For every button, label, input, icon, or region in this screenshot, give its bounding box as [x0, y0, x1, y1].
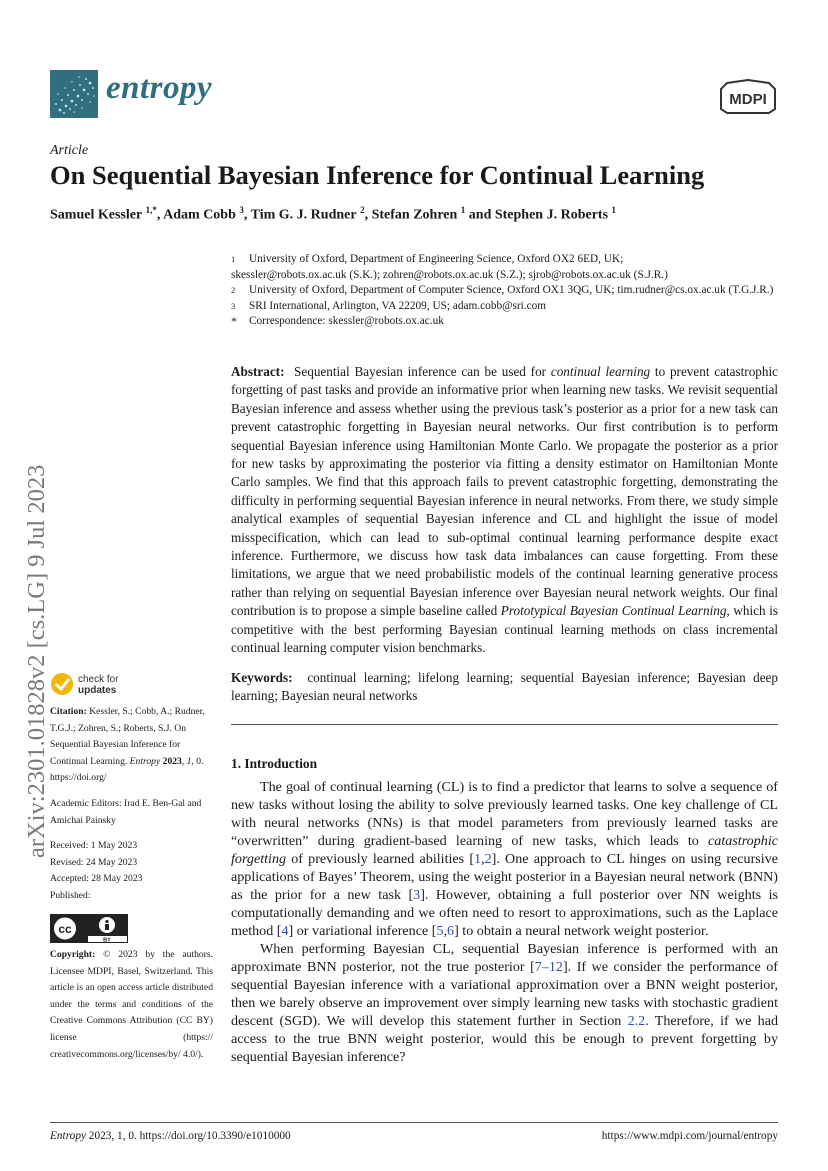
citation-ref-link[interactable]: 3 [413, 887, 421, 903]
affiliation-text: University of Oxford, Department of Computer Science, Oxford OX1 3QG, UK; tim.rudner@cs.ox.ac.uk (T.G.J.R.) [249, 284, 774, 297]
intro-text: ]. If we consider the performance of sequential Bayesian inference with a variational approximation over a BNN weight posterior, then we barely observe an improvement over simply learning new tasks with stochastic gradient descent (SGD). We will develop this statement further in Section [231, 959, 778, 1029]
copyright-label: Copyright: [50, 949, 96, 960]
affiliation-item [231, 314, 791, 330]
author-name: Stephen J. Roberts [494, 207, 609, 223]
intro-emphasis: catastrophic forgetting [231, 833, 778, 867]
copyright-notice [50, 947, 213, 1063]
mdpi-logo-text: MDPI [729, 91, 767, 108]
author-affil: 1 [460, 205, 466, 215]
citation-ref-link[interactable]: 1 [474, 851, 482, 867]
arxiv-stamp [14, 380, 54, 860]
affiliation-mark: 3 [231, 300, 236, 311]
footer-divider [50, 1122, 778, 1123]
intro-paragraph [231, 940, 778, 1066]
affiliation-item [231, 299, 791, 315]
citation-ref-link[interactable]: 7–12 [534, 959, 563, 975]
citation-journal: Entropy [129, 755, 161, 767]
check-updates-line1: check for [78, 674, 119, 685]
article-info-sidebar [50, 704, 213, 905]
affiliation-text: SRI International, Arlington, VA 22209, US; adam.cobb@sri.com [249, 299, 547, 312]
author-name: Tim G. J. Rudner [250, 207, 357, 223]
footer-citation [50, 1130, 291, 1142]
citation-ref-link[interactable]: 2.2 [627, 1013, 646, 1029]
keywords [231, 669, 778, 706]
affiliation-mark: 1 [231, 254, 236, 264]
citation-volume: 1 [186, 755, 192, 767]
cc-label: cc [58, 922, 72, 936]
copyright-text: © 2023 by the authors. Licensee MDPI, Basel, Switzerland. This article is an open access article distributed under the terms and conditions of the Creative Commons Attribution (CC BY) license (https:// creativecommons.org/licenses/by/ 4.0/). [50, 949, 213, 1060]
abstract-text: to prevent catastrophic forgetting of past tasks and provide an informative prior when learning new tasks. We revisit sequential Bayesian inference and assess whether using the previous task’s posterior as a prior for a new task can prevent catastrophic forgetting in Bayesian neural networks. Our first contribution is to perform sequential Bayesian inference using Hamiltonian Monte Carlo. We propagate the posterior as a prior for new tasks by approximating the posterior via fitting a density estimator on Hamiltonian Monte Carlo samples. We find that this approach fails to prevent catastrophic forgetting, demonstrating the difficulty in performing sequential Bayesian inference in neural networks. From there, we study simple analytical examples of sequential Bayesian inference and CL and highlight the issue of model misspecification, which can lead to sub-optimal continual learning performance despite exact inference. Furthermore, we discuss how task data imbalances can cause forgetting. From these limitations, we argue that we need probabilistic models of the continual learning generative process rather than relying on sequential Bayesian inference over Bayesian neural network weights. Our final contribution is to propose a simple baseline called [231, 364, 778, 619]
author-affil: 2 [360, 205, 365, 215]
author-name: Adam Cobb [163, 207, 236, 223]
affiliation-item [231, 283, 791, 299]
intro-text: . Therefore, if we had access to the true BNN weight posterior, would this be enough to prevent forgetting by sequential Bayesian inference? [231, 1013, 778, 1065]
arxiv-id: arXiv:2301.01828v2 [cs.LG] 9 Jul 2023 [23, 464, 50, 858]
citation-doi: , 0. https://doi.org/ [50, 755, 204, 784]
affiliation-item [231, 252, 791, 268]
intro-text: ] or variational inference [ [288, 923, 437, 939]
author-list: Samuel Kessler $^{1,*}$, Adam Cobb $^3$, Tim G. J. Rudner $^2$, Stefan Zohren $^1$ and Stephen J. Roberts $^1$ [50, 205, 617, 223]
check-updates-line2: updates [78, 685, 117, 696]
intro-text: of previously learned abilities [ [286, 851, 475, 867]
keywords-text: continual learning; lifelong learning; sequential Bayesian inference; Bayesian deep learning; Bayesian neural networks [231, 670, 778, 704]
check-icon [51, 673, 73, 695]
affiliation-item [231, 268, 791, 284]
intro-text: ] to obtain a neural network weight posterior. [454, 923, 709, 939]
citation-label: Citation: [50, 706, 87, 717]
author-affil: 3 [239, 205, 244, 215]
check-for-updates-badge[interactable] [50, 670, 150, 700]
journal-name: entropy [106, 70, 213, 106]
revised-date: Revised: 24 May 2023 [50, 856, 138, 868]
intro-text: , [443, 923, 448, 939]
correspondence-text: Correspondence: skessler@robots.ox.ac.uk [249, 315, 444, 328]
paper-title: On Sequential Bayesian Inference for Continual Learning [50, 160, 705, 190]
abstract-emphasis: Prototypical Bayesian Continual Learning [500, 603, 727, 619]
cc-by-label: BY [103, 937, 111, 943]
footer-citation-text: 2023, 1, 0. https://doi.org/10.3390/e1010000 [85, 1130, 291, 1142]
academic-editors: Academic Editors: Irad E. Ben-Gal and Amichai Painsky [50, 797, 202, 826]
article-type: Article [50, 143, 89, 158]
intro-text: ]. One approach to CL hinges on using recursive applications of Bayes’ Theorem, using the weight posterior in a Bayesian neural network (BNN) as the prior for a new task [ [231, 851, 779, 903]
author-name: Samuel Kessler [50, 207, 143, 223]
affiliation-text: University of Oxford, Department of Engineering Science, Oxford OX2 6ED, UK; [249, 253, 624, 265]
intro-text: When performing Bayesian CL, sequential Bayesian inference is performed with an approximate BNN posterior, not the true posterior [ [231, 941, 778, 975]
citation-ref-link[interactable]: 6 [447, 923, 455, 939]
section-heading: 1. Introduction [231, 756, 318, 771]
entropy-logo-icon [50, 70, 98, 118]
abstract-text: , which is competitive with the best performing Bayesian continual learning methods on class incremental continual learning computer vision benchmarks. [231, 603, 779, 656]
footer-journal: Entropy [50, 1130, 86, 1142]
abstract-label: Abstract: [231, 364, 285, 379]
published-date: Published: [50, 889, 91, 901]
citation-year: 2023 [162, 755, 182, 767]
intro-text: The goal of continual learning (CL) is to find a predictor that learns to solve a sequence of new tasks without losing the ability to solve previously learned tasks. One key challenge of CL with neural networks (NNs) is that model parameters from previously learned tasks are “overwritten” during gradient-based learning of new tasks, which leads to [231, 779, 778, 849]
abstract-emphasis: continual learning [550, 364, 651, 379]
citation-block: Citation: Kessler, S.; Cobb, A.; Rudner, T.G.J.; Zohren, S.; Roberts, S.J. On Sequential Bayesian Inference for Continual Learning. Entropy 2023, 1, 0. https://doi.org/ [50, 706, 205, 784]
footer-journal-link[interactable]: https://www.mdpi.com/journal/entropy [601, 1130, 778, 1142]
received-date: Received: 1 May 2023 [50, 840, 138, 852]
intro-text: , [481, 851, 485, 867]
mdpi-logo-icon [719, 79, 777, 115]
section-divider [231, 724, 778, 725]
citation-ref-link[interactable]: 5 [436, 923, 444, 939]
cc-by-license-icon[interactable] [50, 914, 128, 943]
abstract-text: Sequential Bayesian inference can be used for [294, 364, 551, 379]
affiliations [231, 252, 791, 330]
citation-text: Kessler, S.; Cobb, A.; Rudner, T.G.J.; Zohren, S.; Roberts, S.J. On Sequential Bayesian Inference for Continual Learning. [50, 706, 205, 767]
citation-ref-link[interactable]: 4 [281, 923, 289, 939]
accepted-date: Accepted: 28 May 2023 [50, 873, 143, 885]
keywords-label: Keywords: [231, 670, 293, 685]
author-affil: 1 [611, 205, 617, 215]
citation-ref-link[interactable]: 2 [484, 851, 492, 867]
intro-body [231, 778, 778, 1066]
author-name: Stefan Zohren [371, 207, 458, 223]
intro-paragraph [231, 778, 778, 940]
affiliation-mark: * [231, 314, 237, 329]
abstract [231, 363, 778, 658]
affiliation-text: skessler@robots.ox.ac.uk (S.K.); zohren@robots.ox.ac.uk (S.Z.); sjrob@robots.ox.ac.uk (S.J.R.) [231, 268, 668, 281]
affiliation-mark: 2 [231, 285, 236, 296]
intro-text: ]. However, obtaining a full posterior over NN weights is computationally demanding and we often need to resort to approximations, such as the Laplace method [ [231, 887, 778, 939]
author-affil: 1,* [145, 205, 157, 215]
